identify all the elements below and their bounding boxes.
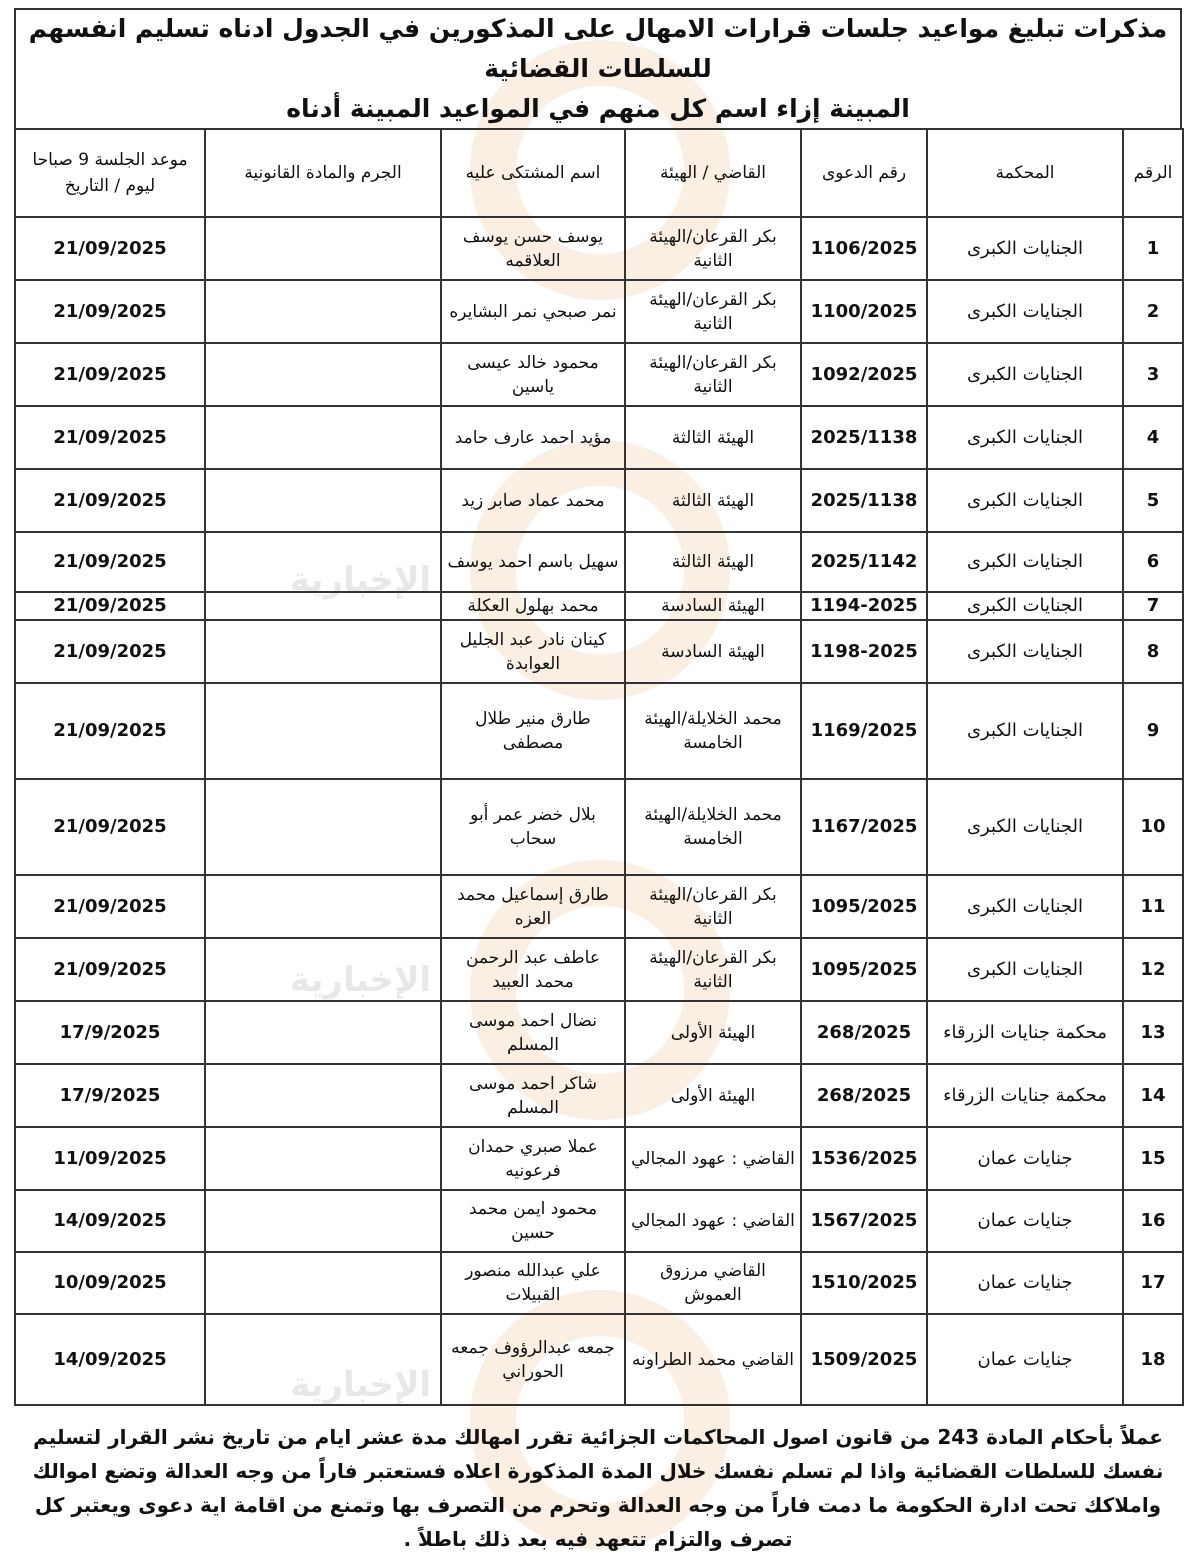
header-name: اسم المشتكى عليه bbox=[441, 129, 625, 217]
cell-judge: محمد الخلايلة/الهيئة الخامسة bbox=[625, 779, 801, 875]
cell-judge: الهيئة السادسة bbox=[625, 620, 801, 683]
cell-date: 21/09/2025 bbox=[15, 779, 205, 875]
cell-judge: محمد الخلايلة/الهيئة الخامسة bbox=[625, 683, 801, 779]
cell-name: شاكر احمد موسى المسلم bbox=[441, 1064, 625, 1127]
cell-crime bbox=[205, 1001, 441, 1064]
header-crime: الجرم والمادة القانونية bbox=[205, 129, 441, 217]
cell-crime bbox=[205, 1252, 441, 1314]
cell-crime bbox=[205, 1190, 441, 1252]
cell-date: 21/09/2025 bbox=[15, 217, 205, 280]
header-court: المحكمة bbox=[927, 129, 1123, 217]
cell-case: 1567/2025 bbox=[801, 1190, 927, 1252]
cell-case: 268/2025 bbox=[801, 1001, 927, 1064]
cell-judge: بكر القرعان/الهيئة الثانية bbox=[625, 280, 801, 343]
cell-num: 3 bbox=[1123, 343, 1183, 406]
table-row bbox=[15, 532, 1183, 592]
cell-num: 4 bbox=[1123, 406, 1183, 469]
cell-court: الجنايات الكبرى bbox=[927, 406, 1123, 469]
table-row bbox=[15, 217, 1183, 280]
cell-date: 21/09/2025 bbox=[15, 938, 205, 1001]
table-row bbox=[15, 683, 1183, 779]
cell-num: 7 bbox=[1123, 592, 1183, 620]
header-num: الرقم bbox=[1123, 129, 1183, 217]
table-row bbox=[15, 1314, 1183, 1405]
cell-case: 1095/2025 bbox=[801, 875, 927, 938]
cell-judge: بكر القرعان/الهيئة الثانية bbox=[625, 343, 801, 406]
cell-judge: القاضي : عهود المجالي bbox=[625, 1190, 801, 1252]
watermark-text: الإخبارية bbox=[290, 960, 432, 1000]
table-row bbox=[15, 779, 1183, 875]
cell-crime bbox=[205, 683, 441, 779]
cell-case: 1092/2025 bbox=[801, 343, 927, 406]
cell-judge: القاضي : عهود المجالي bbox=[625, 1127, 801, 1190]
cell-judge: القاضي مرزوق العموش bbox=[625, 1252, 801, 1314]
cell-case: 1194-2025 bbox=[801, 592, 927, 620]
header-judge: القاضي / الهيئة bbox=[625, 129, 801, 217]
cell-name: بلال خضر عمر أبو سحاب bbox=[441, 779, 625, 875]
cell-num: 8 bbox=[1123, 620, 1183, 683]
cell-court: الجنايات الكبرى bbox=[927, 217, 1123, 280]
watermark-text: الإخبارية bbox=[290, 1365, 432, 1405]
cell-name: طارق إسماعيل محمد العزه bbox=[441, 875, 625, 938]
cell-num: 2 bbox=[1123, 280, 1183, 343]
summons-table bbox=[14, 128, 1184, 1406]
cell-judge: بكر القرعان/الهيئة الثانية bbox=[625, 217, 801, 280]
cell-judge: القاضي محمد الطراونه bbox=[625, 1314, 801, 1405]
cell-num: 16 bbox=[1123, 1190, 1183, 1252]
cell-case: 1198-2025 bbox=[801, 620, 927, 683]
cell-crime bbox=[205, 1127, 441, 1190]
cell-case: 1167/2025 bbox=[801, 779, 927, 875]
cell-num: 14 bbox=[1123, 1064, 1183, 1127]
cell-crime bbox=[205, 343, 441, 406]
title-line-1: مذكرات تبليغ مواعيد جلسات قرارات الامهال على المذكورين في الجدول ادناه تسليم انفسهم للسلطات القضائية bbox=[28, 14, 1168, 83]
header-case: رقم الدعوى bbox=[801, 129, 927, 217]
cell-name: يوسف حسن يوسف العلاقمه bbox=[441, 217, 625, 280]
cell-judge: الهيئة الثالثة bbox=[625, 532, 801, 592]
cell-case: 2025/1138 bbox=[801, 406, 927, 469]
cell-num: 15 bbox=[1123, 1127, 1183, 1190]
cell-case: 2025/1138 bbox=[801, 469, 927, 532]
cell-name: سهيل باسم احمد يوسف bbox=[441, 532, 625, 592]
cell-name: محمود خالد عيسى ياسين bbox=[441, 343, 625, 406]
cell-num: 13 bbox=[1123, 1001, 1183, 1064]
cell-date: 11/09/2025 bbox=[15, 1127, 205, 1190]
cell-date: 21/09/2025 bbox=[15, 683, 205, 779]
cell-date: 21/09/2025 bbox=[15, 406, 205, 469]
cell-court: الجنايات الكبرى bbox=[927, 938, 1123, 1001]
cell-date: 14/09/2025 bbox=[15, 1190, 205, 1252]
cell-num: 18 bbox=[1123, 1314, 1183, 1405]
cell-court: محكمة جنايات الزرقاء bbox=[927, 1001, 1123, 1064]
cell-case: 1106/2025 bbox=[801, 217, 927, 280]
cell-crime bbox=[205, 406, 441, 469]
cell-crime bbox=[205, 938, 441, 1001]
cell-judge: الهيئة السادسة bbox=[625, 592, 801, 620]
table-row bbox=[15, 343, 1183, 406]
cell-name: محمد بهلول العكلة bbox=[441, 592, 625, 620]
cell-name: عاطف عبد الرحمن محمد العبيد bbox=[441, 938, 625, 1001]
table-row bbox=[15, 620, 1183, 683]
table-row bbox=[15, 280, 1183, 343]
cell-crime bbox=[205, 1064, 441, 1127]
cell-crime bbox=[205, 532, 441, 592]
cell-crime bbox=[205, 620, 441, 683]
table-row bbox=[15, 1127, 1183, 1190]
cell-case: 1509/2025 bbox=[801, 1314, 927, 1405]
cell-name: جمعه عبدالرؤوف جمعه الحوراني bbox=[441, 1314, 625, 1405]
cell-court: الجنايات الكبرى bbox=[927, 620, 1123, 683]
cell-court: الجنايات الكبرى bbox=[927, 280, 1123, 343]
cell-date: 21/09/2025 bbox=[15, 592, 205, 620]
header-date: موعد الجلسة 9 صباحا ليوم / التاريخ bbox=[15, 129, 205, 217]
cell-name: نضال احمد موسى المسلم bbox=[441, 1001, 625, 1064]
cell-case: 268/2025 bbox=[801, 1064, 927, 1127]
table-row bbox=[15, 1190, 1183, 1252]
cell-date: 14/09/2025 bbox=[15, 1314, 205, 1405]
cell-date: 21/09/2025 bbox=[15, 620, 205, 683]
cell-num: 11 bbox=[1123, 875, 1183, 938]
cell-date: 21/09/2025 bbox=[15, 875, 205, 938]
cell-case: 1169/2025 bbox=[801, 683, 927, 779]
cell-num: 6 bbox=[1123, 532, 1183, 592]
cell-name: عملا صبري حمدان فرعونيه bbox=[441, 1127, 625, 1190]
table-row bbox=[15, 469, 1183, 532]
cell-court: الجنايات الكبرى bbox=[927, 875, 1123, 938]
cell-court: جنايات عمان bbox=[927, 1314, 1123, 1405]
cell-name: نمر صبحي نمر البشايره bbox=[441, 280, 625, 343]
cell-date: 10/09/2025 bbox=[15, 1252, 205, 1314]
cell-num: 5 bbox=[1123, 469, 1183, 532]
cell-crime bbox=[205, 280, 441, 343]
cell-judge: بكر القرعان/الهيئة الثانية bbox=[625, 875, 801, 938]
table-header-row bbox=[15, 129, 1183, 217]
cell-crime bbox=[205, 217, 441, 280]
cell-num: 10 bbox=[1123, 779, 1183, 875]
document-title bbox=[14, 8, 1182, 128]
cell-date: 21/09/2025 bbox=[15, 469, 205, 532]
cell-court: جنايات عمان bbox=[927, 1190, 1123, 1252]
cell-name: طارق منير طلال مصطفى bbox=[441, 683, 625, 779]
cell-court: محكمة جنايات الزرقاء bbox=[927, 1064, 1123, 1127]
cell-num: 17 bbox=[1123, 1252, 1183, 1314]
table-row bbox=[15, 406, 1183, 469]
cell-date: 21/09/2025 bbox=[15, 532, 205, 592]
cell-name: كينان نادر عبد الجليل العوابدة bbox=[441, 620, 625, 683]
cell-crime bbox=[205, 1314, 441, 1405]
cell-name: مؤيد احمد عارف حامد bbox=[441, 406, 625, 469]
cell-case: 1095/2025 bbox=[801, 938, 927, 1001]
cell-crime bbox=[205, 779, 441, 875]
cell-judge: بكر القرعان/الهيئة الثانية bbox=[625, 938, 801, 1001]
cell-name: محمود ايمن محمد حسين bbox=[441, 1190, 625, 1252]
cell-court: الجنايات الكبرى bbox=[927, 592, 1123, 620]
title-line-2: المبينة إزاء اسم كل منهم في المواعيد المبينة أدناه bbox=[286, 94, 910, 123]
cell-judge: الهيئة الثالثة bbox=[625, 406, 801, 469]
legal-notice: عملاً بأحكام المادة 243 من قانون اصول المحاكمات الجزائية تقرر امهالك مدة عشر ايام من تاريخ نشر القرار لتسليم نفسك للسلطات القضائية واذا لم تسلم نفسك خلال المدة المذكورة اعلاه فستعتبر فاراً من وجه العدالة وتضع اموالك واملاكك تحت ادارة الحكومة ما دمت فاراً من وجه العدالة وتحرم من التصرف بها وتمنع من اقامة اية دعوى ويعتبر كل تصرف والتزام تتعهد فيه بعد ذلك باطلاً . bbox=[32, 1425, 1164, 1551]
cell-judge: الهيئة الثالثة bbox=[625, 469, 801, 532]
table-row bbox=[15, 1001, 1183, 1064]
cell-case: 1510/2025 bbox=[801, 1252, 927, 1314]
cell-case: 2025/1142 bbox=[801, 532, 927, 592]
cell-num: 9 bbox=[1123, 683, 1183, 779]
cell-judge: الهيئة الأولى bbox=[625, 1064, 801, 1127]
cell-court: جنايات عمان bbox=[927, 1252, 1123, 1314]
cell-court: جنايات عمان bbox=[927, 1127, 1123, 1190]
cell-date: 17/9/2025 bbox=[15, 1064, 205, 1127]
table-row bbox=[15, 592, 1183, 620]
cell-court: الجنايات الكبرى bbox=[927, 343, 1123, 406]
cell-court: الجنايات الكبرى bbox=[927, 469, 1123, 532]
cell-date: 21/09/2025 bbox=[15, 280, 205, 343]
table-row bbox=[15, 875, 1183, 938]
cell-name: محمد عماد صابر زيد bbox=[441, 469, 625, 532]
cell-case: 1100/2025 bbox=[801, 280, 927, 343]
cell-date: 21/09/2025 bbox=[15, 343, 205, 406]
cell-court: الجنايات الكبرى bbox=[927, 779, 1123, 875]
cell-num: 1 bbox=[1123, 217, 1183, 280]
cell-judge: الهيئة الأولى bbox=[625, 1001, 801, 1064]
cell-case: 1536/2025 bbox=[801, 1127, 927, 1190]
cell-num: 12 bbox=[1123, 938, 1183, 1001]
table-row bbox=[15, 1252, 1183, 1314]
cell-crime bbox=[205, 592, 441, 620]
cell-crime bbox=[205, 875, 441, 938]
cell-court: الجنايات الكبرى bbox=[927, 532, 1123, 592]
table-row bbox=[15, 1064, 1183, 1127]
cell-name: علي عبدالله منصور القبيلات bbox=[441, 1252, 625, 1314]
cell-crime bbox=[205, 469, 441, 532]
cell-date: 17/9/2025 bbox=[15, 1001, 205, 1064]
cell-court: الجنايات الكبرى bbox=[927, 683, 1123, 779]
table-row bbox=[15, 938, 1183, 1001]
watermark-text: الإخبارية bbox=[290, 560, 432, 600]
